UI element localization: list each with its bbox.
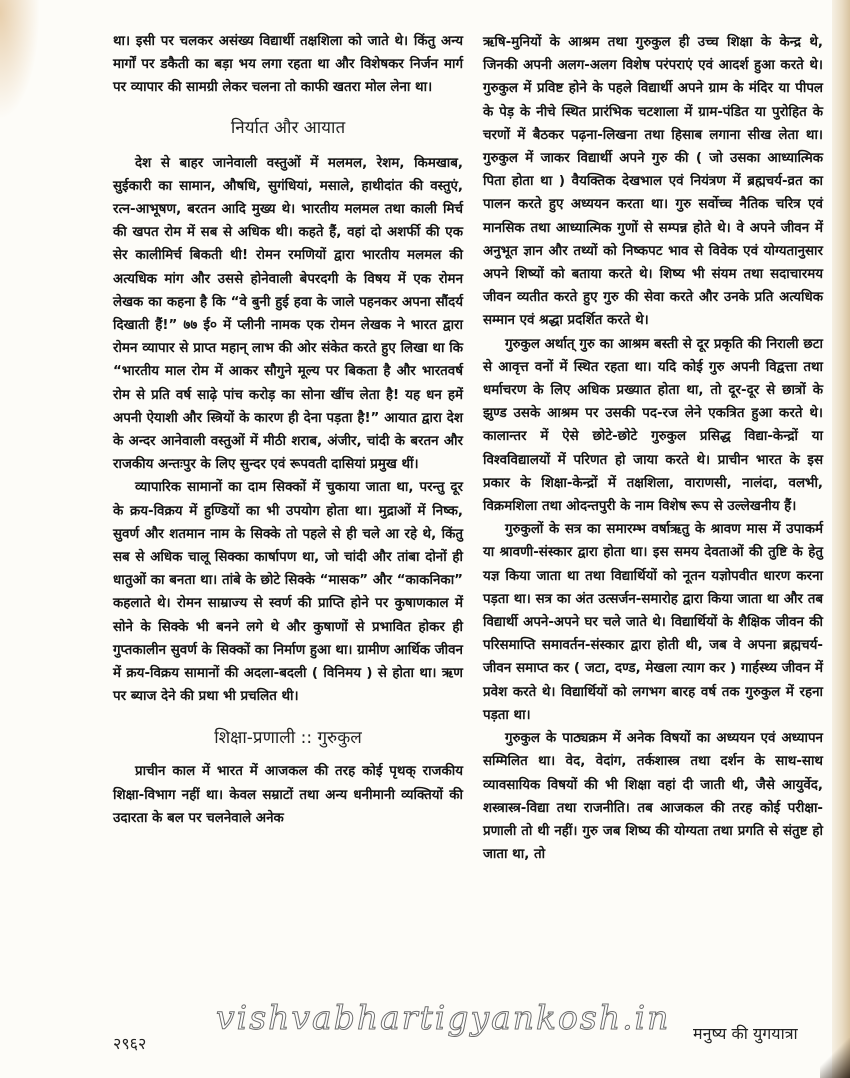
section-heading-export-import: निर्यात और आयात	[230, 117, 346, 138]
paragraph: देश से बाहर जानेवाली वस्तुओं में मलमल, रेशम, किमखाब, सुईकारी का सामान, औषधि, सुगंधियां, मसाले, हाथीदांत की वस्तुएं, रत्न-आभूषण, बरतन आदि मुख्य थे। भारतीय मलमल तथा काली मिर्च की खपत रोम में सब से अधिक थी। कहते हैं, वहां दो अशर्फी की एक सेर कालीमिर्च बिकती थी! रोमन रमणियों द्वारा भारतीय मलमल की अत्यधिक मांग और उससे होनेवाली बेपरदगी के विषय में एक रोमन लेखक का कहना है कि “वे बुनी हुई हवा के जाले पहनकर अपना सौंदर्य दिखाती हैं!” ७७ ई० में प्लीनी नामक एक रोमन लेखक ने भारत द्वारा रोमन व्यापार से प्राप्त महान् लाभ की ओर संकेत करते हुए लिखा था कि “भारतीय माल रोम में आकर सौगुने मूल्य पर बिकता है और भारतवर्ष रोम से प्रति वर्ष साढ़े पांच करोड़ का सोना खींच लेता है! यह धन हमें अपनी ऐयाशी और स्त्रियों के कारण ही देना पड़ता है!” आयात द्वारा देश के अन्दर आनेवाली वस्तुओं में मीठी शराब, अंजीर, चांदी के बरतन और राजकीय अन्तःपुर के लिए सुन्दर एवं रूपवती दासियां प्रमुख थीं।	[113, 155, 463, 473]
running-footer-book-title: मनुष्य की युगयात्रा	[693, 1024, 798, 1043]
page-binding-shadow	[0, 0, 40, 120]
paragraph: गुरुकुल अर्थात् गुरु का आश्रम बस्ती से दूर प्रकृति की निराली छटा से आवृत्त वनों में स्थित रहता था। यदि कोई गुरु अपनी विद्वत्ता तथा धर्माचरण के लिए अधिक प्रख्यात होता था, तो दूर-दूर से छात्रों के झुण्ड उसके आश्रम पर उसकी पद-रज लेने एकत्रित हुआ करते थे। कालान्तर में ऐसे छोटे-छोटे गुरुकुल प्रसिद्ध विद्या-केन्द्रों या विश्वविद्यालयों में परिणत हो जाया करते थे। प्राचीन भारत के इस प्रकार के शिक्षा-केन्द्रों में तक्षशिला, वाराणसी, नालंदा, वलभी, विक्रमशिला तथा ओदन्तपुरी के नाम विशेष रूप से उल्लेखनीय हैं।	[483, 336, 823, 515]
paragraph: ऋषि-मुनियों के आश्रम तथा गुरुकुल ही उच्च शिक्षा के केन्द्र थे, जिनकी अपनी अलग-अलग विशेष परंपराएं एवं आदर्श हुआ करते थे। गुरुकुल में प्रविष्ट होने के पहले विद्यार्थी अपने ग्राम के मंदिर या पीपल के पेड़ के नीचे स्थित प्रारंभिक चटशाला में ग्राम-पंडित या पुरोहित के चरणों में बैठकर पढ़ना-लिखना तथा हिसाब लगाना सीख लेता था। गुरुकुल में जाकर विद्यार्थी अपने गुरु की ( जो उसका आध्यात्मिक पिता होता था ) वैयक्तिक देखभाल एवं नियंत्रण में ब्रह्मचर्य-व्रत का पालन करते हुए अध्ययन करता था। गुरु सर्वोच्च नैतिक चरित्र एवं मानसिक तथा आध्यात्मिक गुणों से सम्पन्न होते थे। वे अपने जीवन में अनुभूत ज्ञान और तथ्यों को निष्कपट भाव से विवेक एवं योग्यतानुसार अपने शिष्यों को बताया करते थे। शिष्य भी संयम तथा सदाचारमय जीवन व्यतीत करते हुए गुरु की सेवा करते और उनके प्रति अत्यधिक सम्मान एवं श्रद्धा प्रदर्शित करते थे।	[483, 35, 823, 329]
page-corner	[820, 1038, 850, 1078]
paragraph: प्राचीन काल में भारत में आजकल की तरह कोई पृथक् राजकीय शिक्षा-विभाग नहीं था। केवल सम्राटों तथा अन्य धनीमानी व्यक्तियों की उदारता के बल पर चलनेवाले अनेक	[113, 764, 463, 826]
page-edge	[832, 0, 850, 1078]
left-column	[113, 30, 463, 830]
page-number: २९६२	[113, 1034, 147, 1053]
section-heading-education-gurukul: शिक्षा-प्रणाली :: गुरुकुल	[214, 728, 362, 749]
paragraph: गुरुकुल के पाठ्यक्रम में अनेक विषयों का अध्ययन एवं अध्यापन सम्मिलित था। वेद, वेदांग, तर्कशास्त्र तथा दर्शन के साथ-साथ व्यावसायिक विषयों की भी शिक्षा वहां दी जाती थी, जैसे आयुर्वेद, शस्त्रास्त्र-विद्या तथा राजनीति। तब आजकल की तरह कोई परीक्षा-प्रणाली तो थी नहीं। गुरु जब शिष्य की योग्यता तथा प्रगति से संतुष्ट हो जाता था, तो	[483, 731, 823, 863]
watermark: vishvabhartigyankosh.in	[216, 998, 671, 1037]
right-column	[483, 31, 823, 866]
paragraph: गुरुकुलों के सत्र का समारम्भ वर्षाऋतु के श्रावण मास में उपाकर्म या श्रावणी-संस्कार द्वारा होता था। इस समय देवताओं की तुष्टि के हेतु यज्ञ किया जाता था तथा विद्यार्थियों को नूतन यज्ञोपवीत धारण करना पड़ता था। सत्र का अंत उत्सर्जन-समारोह द्वारा किया जाता था और तब विद्यार्थी अपने-अपने घर चले जाते थे। विद्यार्थियों के शैक्षिक जीवन की परिसमाप्ति समावर्तन-संस्कार द्वारा होती थी, जब वे अपना ब्रह्मचर्य-जीवन समाप्त कर ( जटा, दण्ड, मेखला त्याग कर ) गार्हस्थ्य जीवन में प्रवेश करते थे। विद्यार्थियों को लगभग बारह वर्ष तक गुरुकुल में रहना पड़ता था।	[483, 522, 823, 723]
paragraph: व्यापारिक सामानों का दाम सिक्कों में चुकाया जाता था, परन्तु दूर के क्रय-विक्रय में हुण्डियों का भी उपयोग होता था। मुद्राओं में निष्क, सुवर्ण और शतमान नाम के सिक्के तो पहले से ही चले आ रहे थे, किंतु सब से अधिक चालू सिक्का कार्षापण था, जो चांदी और तांबा दोनों ही धातुओं का बनता था। तांबे के छोटे सिक्के “मासक” और “काकनिका” कहलाते थे। रोमन साम्राज्य से स्वर्ण की प्राप्ति होने पर कुषाणकाल में सोने के सिक्के भी बनने लगे थे और कुषाणों से प्रभावित होकर ही गुप्तकालीन सुवर्ण के सिक्कों का निर्माण हुआ था। ग्रामीण आर्थिक जीवन में क्रय-विक्रय सामानों की अदला-बदली ( विनिमय ) से होता था। ऋण पर ब्याज देने की प्रथा भी प्रचलित थी।	[113, 480, 463, 705]
paragraph: था। इसी पर चलकर असंख्य विद्यार्थी तक्षशिला को जाते थे। किंतु अन्य मार्गों पर डकैती का बड़ा भय लगा रहता था और विशेषकर निर्जन मार्ग पर व्यापार की सामग्री लेकर चलना तो काफी खतरा मोल लेना था।	[113, 34, 463, 96]
